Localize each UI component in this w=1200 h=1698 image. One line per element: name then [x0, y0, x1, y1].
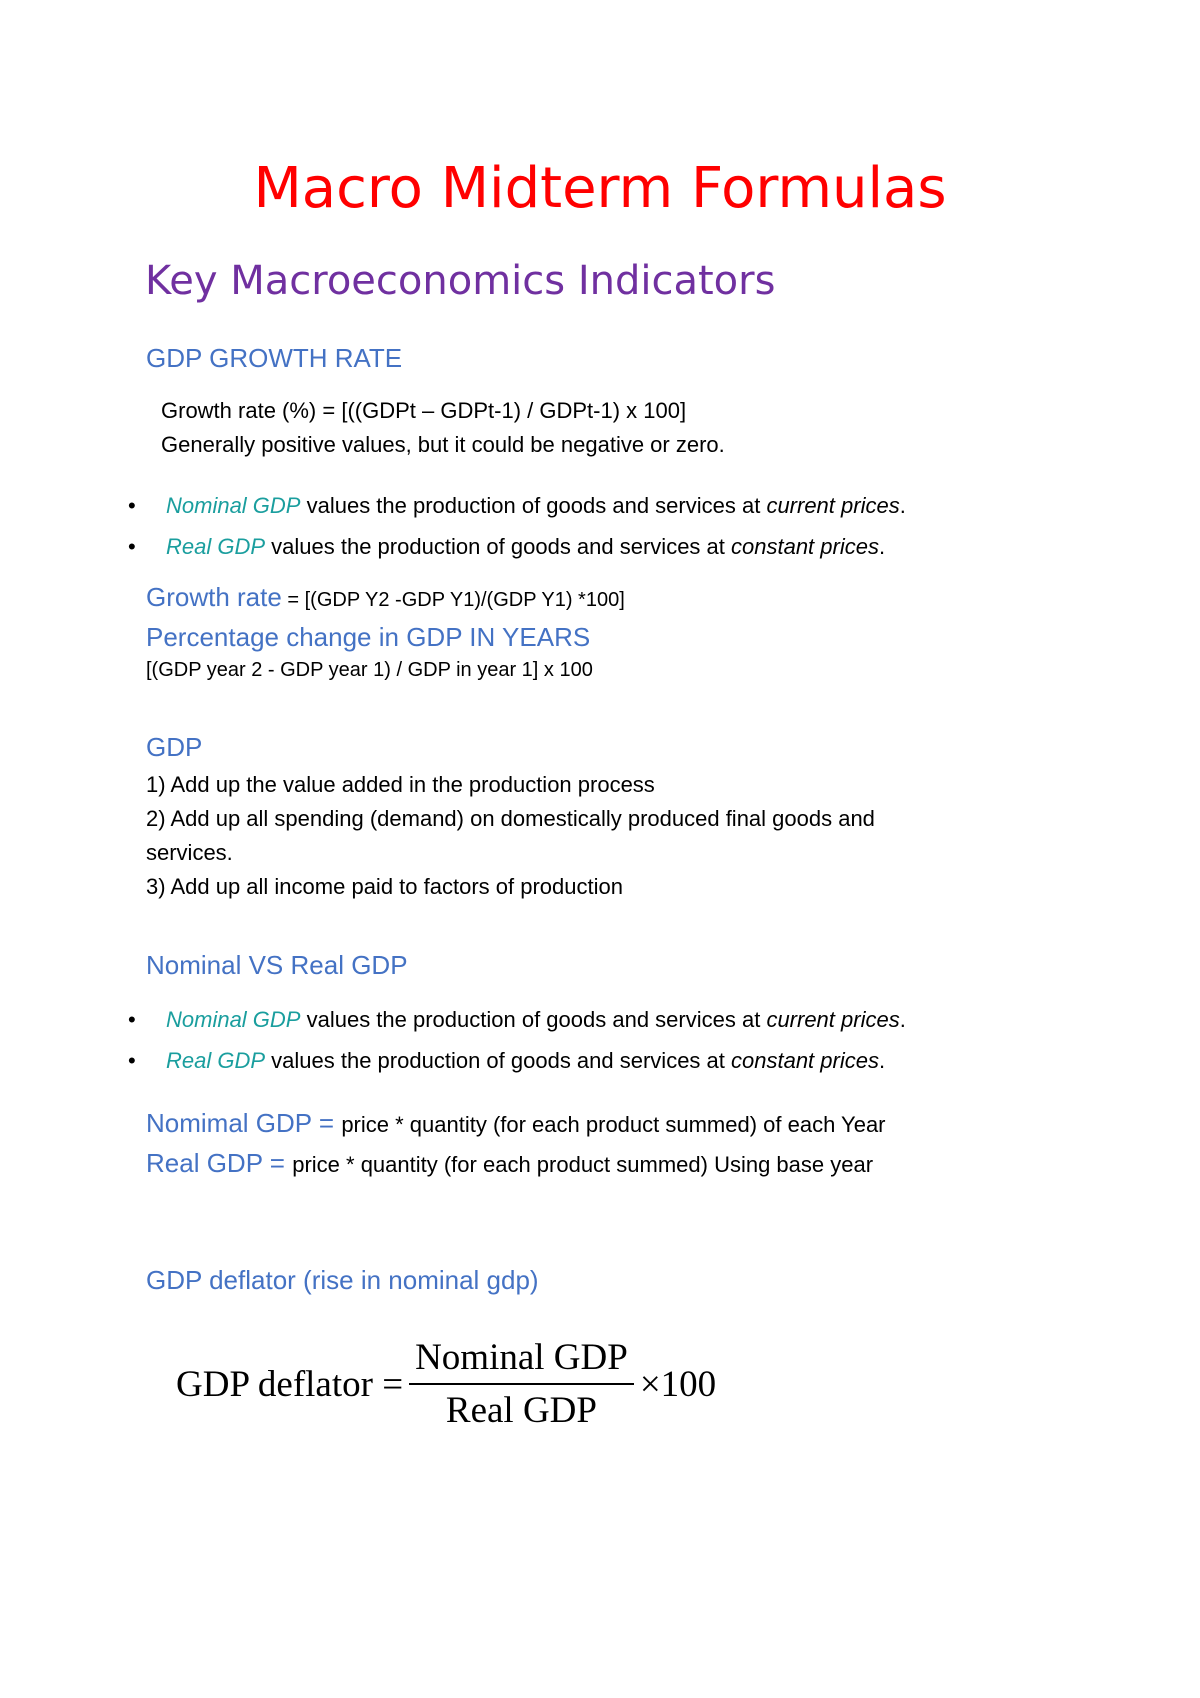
formula-fraction [409, 1336, 634, 1432]
current-prices-term: current prices [766, 493, 900, 518]
page-subtitle: Key Macroeconomics Indicators [145, 258, 776, 304]
list-item [128, 1048, 885, 1074]
bullet-period: . [878, 534, 886, 559]
bullet-period: . [899, 493, 906, 518]
current-prices-term: current prices [766, 1007, 900, 1032]
growth-rate-heading: GDP GROWTH RATE [146, 343, 403, 373]
bullet-text: values the production of goods and services at [300, 493, 767, 518]
gdp-heading: GDP [146, 732, 203, 762]
gdp-deflator-formula [176, 1336, 716, 1432]
page-title: Macro Midterm Formulas [253, 156, 947, 221]
gdp-method-2-cont: services. [146, 840, 233, 865]
list-item [128, 493, 906, 519]
gdp-method-2: 2) Add up all spending (demand) on domestically produced final goods and [146, 806, 875, 831]
growth-rate-formula-line: Growth rate (%) = [((GDPt – GDPt-1) / GDPt-1) x 100] [161, 398, 687, 423]
gdp-deflator-heading: GDP deflator (rise in nominal gdp) [146, 1265, 539, 1295]
bullet-symbol: • [128, 1007, 136, 1032]
bullet-symbol: • [128, 493, 136, 518]
nominal-gdp-term: Nominal GDP [166, 493, 301, 518]
bullet-symbol: • [128, 534, 136, 559]
growth-rate-formula [146, 582, 625, 613]
gdp-method-3: 3) Add up all income paid to factors of production [146, 874, 623, 899]
gdp-method-1: 1) Add up the value added in the production process [146, 772, 655, 797]
list-item [128, 534, 885, 560]
formula-multiplier: ×100 [639, 1363, 717, 1405]
real-gdp-term: Real GDP [166, 1048, 266, 1073]
growth-rate-label: Growth rate [146, 582, 282, 612]
list-item [128, 1007, 906, 1033]
bullet-text: values the production of goods and services at [265, 534, 731, 559]
real-gdp-label: Real GDP [146, 1148, 263, 1178]
nominal-gdp-label: Nomimal GDP [146, 1108, 312, 1138]
bullet-text: values the production of goods and services at [300, 1007, 767, 1032]
constant-prices-term: constant prices [731, 534, 879, 559]
real-gdp-definition [146, 1148, 873, 1179]
nominal-gdp-term: Nominal GDP [166, 1007, 301, 1032]
percentage-change-formula: [(GDP year 2 - GDP year 1) / GDP in year 1] x 100 [146, 659, 593, 681]
growth-rate-note-line: Generally positive values, but it could be negative or zero. [161, 432, 725, 457]
percentage-change-heading: Percentage change in GDP IN YEARS [146, 622, 591, 652]
real-gdp-term: Real GDP [166, 534, 266, 559]
bullet-period: . [899, 1007, 906, 1032]
formula-numerator: Nominal GDP [415, 1337, 628, 1378]
real-gdp-formula: price * quantity (for each product summed) Using base year [292, 1152, 874, 1177]
growth-rate-equation: = [(GDP Y2 -GDP Y1)/(GDP Y1) *100] [281, 589, 625, 611]
equals-sign: = [262, 1148, 293, 1178]
formula-lhs: GDP deflator = [176, 1363, 404, 1405]
bullet-period: . [878, 1048, 886, 1073]
nominal-gdp-definition [146, 1108, 886, 1139]
bullet-symbol: • [128, 1048, 136, 1073]
constant-prices-term: constant prices [731, 1048, 879, 1073]
bullet-text: values the production of goods and services at [265, 1048, 731, 1073]
equals-sign: = [311, 1108, 342, 1138]
nominal-gdp-formula: price * quantity (for each product summed) of each Year [341, 1112, 886, 1137]
formula-denominator: Real GDP [445, 1390, 597, 1431]
nominal-vs-real-heading: Nominal VS Real GDP [146, 950, 408, 980]
